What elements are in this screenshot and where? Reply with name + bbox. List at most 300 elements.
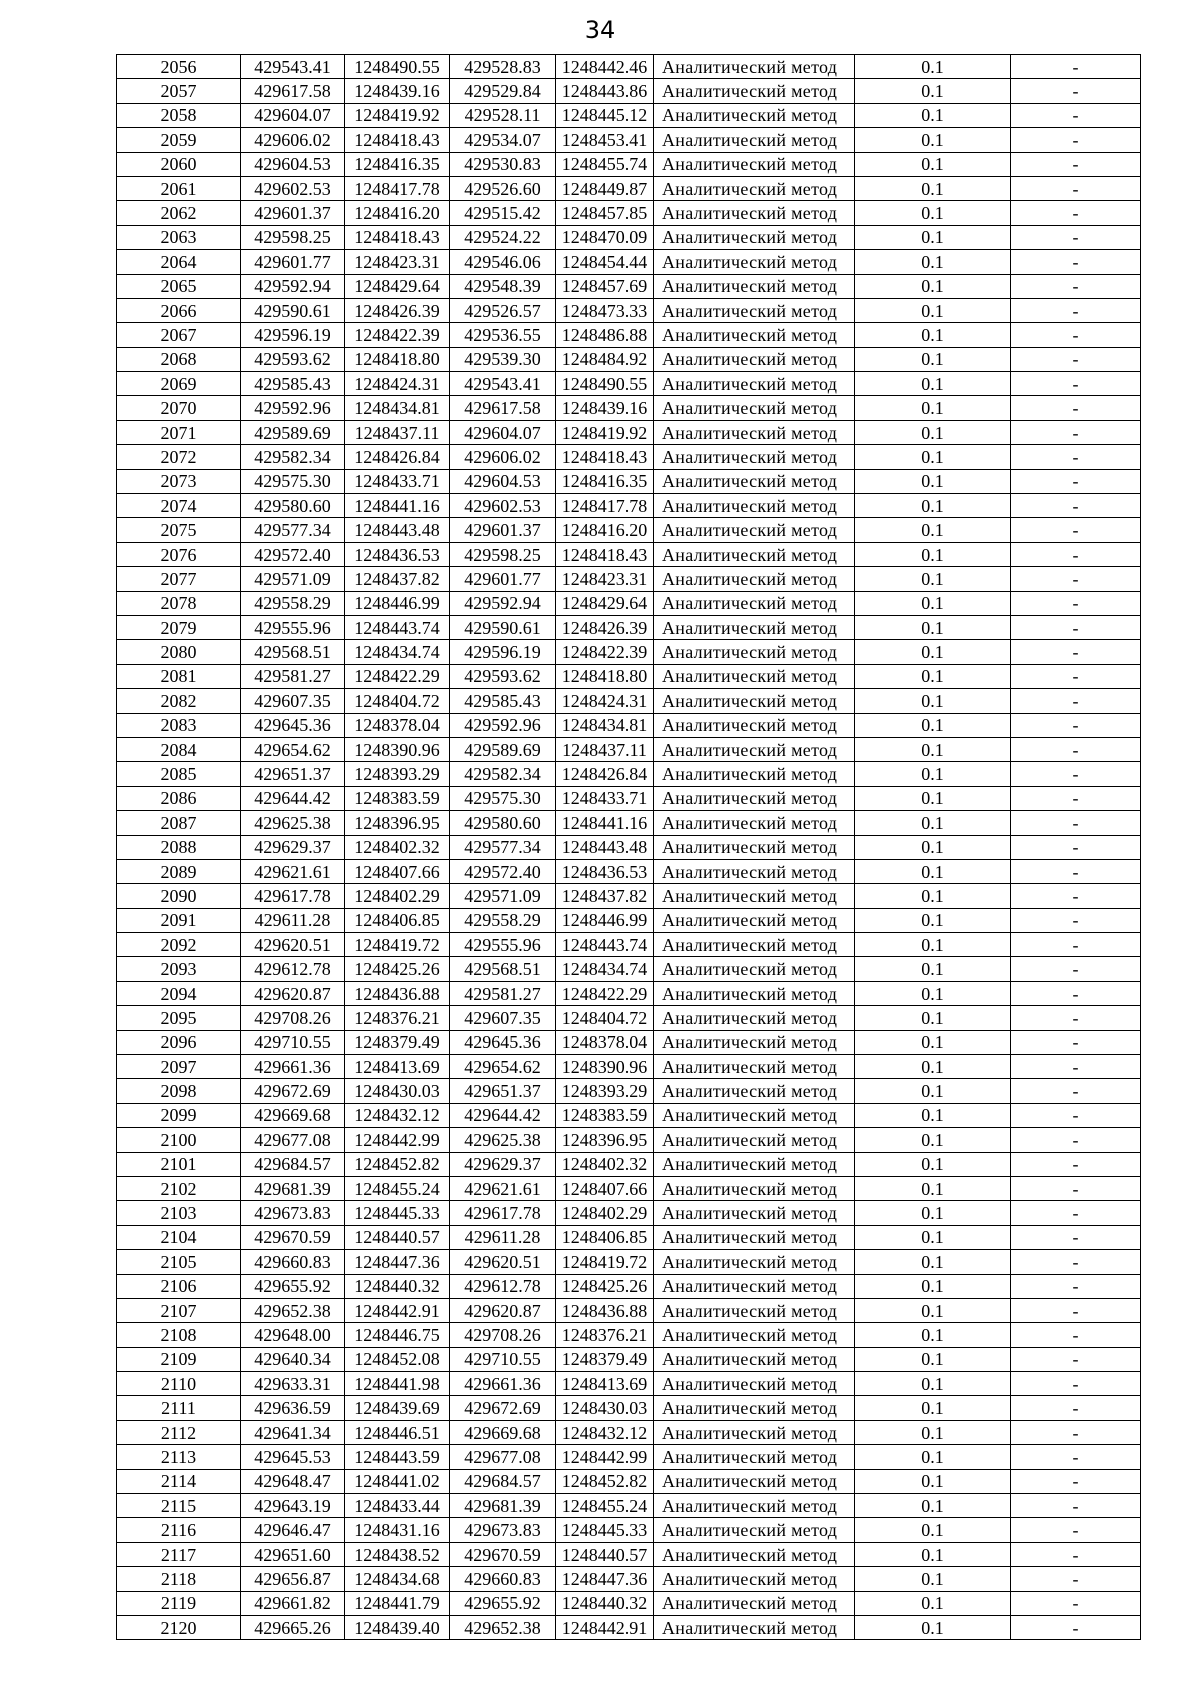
- y2-cell: 1248424.31: [556, 689, 654, 713]
- method-cell: Аналитический метод: [654, 591, 855, 615]
- method-cell: Аналитический метод: [654, 908, 855, 932]
- point-number-cell: 2108: [117, 1323, 241, 1347]
- table-row: [117, 1616, 1141, 1640]
- point-number-cell: 2081: [117, 664, 241, 688]
- x1-cell: 429558.29: [241, 591, 345, 615]
- y1-cell: 1248429.64: [345, 274, 450, 298]
- method-cell: Аналитический метод: [654, 176, 855, 200]
- x1-cell: 429673.83: [241, 1201, 345, 1225]
- table-row: [117, 1518, 1141, 1542]
- point-number-cell: 2094: [117, 981, 241, 1005]
- accuracy-cell: 0.1: [855, 128, 1011, 152]
- x1-cell: 429581.27: [241, 664, 345, 688]
- point-number-cell: 2060: [117, 152, 241, 176]
- y1-cell: 1248407.66: [345, 859, 450, 883]
- note-cell: -: [1011, 933, 1141, 957]
- table-row: [117, 567, 1141, 591]
- y2-cell: 1248440.57: [556, 1542, 654, 1566]
- method-cell: Аналитический метод: [654, 396, 855, 420]
- accuracy-cell: 0.1: [855, 1079, 1011, 1103]
- x1-cell: 429585.43: [241, 372, 345, 396]
- y2-cell: 1248437.82: [556, 884, 654, 908]
- accuracy-cell: 0.1: [855, 1518, 1011, 1542]
- method-cell: Аналитический метод: [654, 1006, 855, 1030]
- note-cell: -: [1011, 1347, 1141, 1371]
- table-row: [117, 1542, 1141, 1566]
- x1-cell: 429655.92: [241, 1274, 345, 1298]
- x2-cell: 429601.37: [450, 518, 556, 542]
- y2-cell: 1248443.48: [556, 835, 654, 859]
- y2-cell: 1248417.78: [556, 494, 654, 518]
- method-cell: Аналитический метод: [654, 1128, 855, 1152]
- y1-cell: 1248422.39: [345, 323, 450, 347]
- point-number-cell: 2101: [117, 1152, 241, 1176]
- table-row: [117, 445, 1141, 469]
- note-cell: -: [1011, 591, 1141, 615]
- x2-cell: 429710.55: [450, 1347, 556, 1371]
- x1-cell: 429620.87: [241, 981, 345, 1005]
- accuracy-cell: 0.1: [855, 494, 1011, 518]
- method-cell: Аналитический метод: [654, 933, 855, 957]
- note-cell: -: [1011, 737, 1141, 761]
- method-cell: Аналитический метод: [654, 1323, 855, 1347]
- point-number-cell: 2068: [117, 347, 241, 371]
- x2-cell: 429534.07: [450, 128, 556, 152]
- y2-cell: 1248445.33: [556, 1518, 654, 1542]
- note-cell: -: [1011, 1469, 1141, 1493]
- y2-cell: 1248383.59: [556, 1103, 654, 1127]
- method-cell: Аналитический метод: [654, 323, 855, 347]
- method-cell: Аналитический метод: [654, 1591, 855, 1615]
- method-cell: Аналитический метод: [654, 103, 855, 127]
- point-number-cell: 2083: [117, 713, 241, 737]
- y2-cell: 1248376.21: [556, 1323, 654, 1347]
- x2-cell: 429546.06: [450, 250, 556, 274]
- accuracy-cell: 0.1: [855, 1469, 1011, 1493]
- accuracy-cell: 0.1: [855, 1420, 1011, 1444]
- y1-cell: 1248419.72: [345, 933, 450, 957]
- point-number-cell: 2110: [117, 1372, 241, 1396]
- x1-cell: 429571.09: [241, 567, 345, 591]
- y1-cell: 1248439.16: [345, 79, 450, 103]
- y2-cell: 1248433.71: [556, 786, 654, 810]
- point-number-cell: 2102: [117, 1176, 241, 1200]
- table-row: [117, 1128, 1141, 1152]
- y1-cell: 1248440.57: [345, 1225, 450, 1249]
- method-cell: Аналитический метод: [654, 1420, 855, 1444]
- accuracy-cell: 0.1: [855, 1591, 1011, 1615]
- x2-cell: 429625.38: [450, 1128, 556, 1152]
- point-number-cell: 2113: [117, 1445, 241, 1469]
- x1-cell: 429577.34: [241, 518, 345, 542]
- y1-cell: 1248438.52: [345, 1542, 450, 1566]
- note-cell: -: [1011, 835, 1141, 859]
- accuracy-cell: 0.1: [855, 372, 1011, 396]
- y2-cell: 1248452.82: [556, 1469, 654, 1493]
- y2-cell: 1248416.35: [556, 469, 654, 493]
- y2-cell: 1248436.88: [556, 1298, 654, 1322]
- method-cell: Аналитический метод: [654, 518, 855, 542]
- x2-cell: 429607.35: [450, 1006, 556, 1030]
- x2-cell: 429548.39: [450, 274, 556, 298]
- y1-cell: 1248413.69: [345, 1055, 450, 1079]
- accuracy-cell: 0.1: [855, 981, 1011, 1005]
- x2-cell: 429596.19: [450, 640, 556, 664]
- method-cell: Аналитический метод: [654, 762, 855, 786]
- accuracy-cell: 0.1: [855, 1055, 1011, 1079]
- table-row: [117, 1225, 1141, 1249]
- y2-cell: 1248449.87: [556, 176, 654, 200]
- note-cell: -: [1011, 396, 1141, 420]
- note-cell: -: [1011, 567, 1141, 591]
- y1-cell: 1248441.02: [345, 1469, 450, 1493]
- table-row: [117, 1030, 1141, 1054]
- x1-cell: 429651.60: [241, 1542, 345, 1566]
- note-cell: -: [1011, 201, 1141, 225]
- x1-cell: 429633.31: [241, 1372, 345, 1396]
- accuracy-cell: 0.1: [855, 176, 1011, 200]
- x2-cell: 429601.77: [450, 567, 556, 591]
- table-body: [117, 55, 1141, 1640]
- x1-cell: 429645.36: [241, 713, 345, 737]
- accuracy-cell: 0.1: [855, 1201, 1011, 1225]
- y1-cell: 1248378.04: [345, 713, 450, 737]
- x1-cell: 429604.53: [241, 152, 345, 176]
- table-row: [117, 591, 1141, 615]
- note-cell: -: [1011, 542, 1141, 566]
- table-row: [117, 762, 1141, 786]
- point-number-cell: 2075: [117, 518, 241, 542]
- note-cell: -: [1011, 884, 1141, 908]
- y1-cell: 1248446.51: [345, 1420, 450, 1444]
- point-number-cell: 2072: [117, 445, 241, 469]
- y1-cell: 1248443.74: [345, 615, 450, 639]
- note-cell: -: [1011, 323, 1141, 347]
- y1-cell: 1248418.43: [345, 128, 450, 152]
- y1-cell: 1248437.11: [345, 420, 450, 444]
- table-row: [117, 1396, 1141, 1420]
- note-cell: -: [1011, 1396, 1141, 1420]
- y1-cell: 1248417.78: [345, 176, 450, 200]
- x1-cell: 429654.62: [241, 737, 345, 761]
- y1-cell: 1248419.92: [345, 103, 450, 127]
- accuracy-cell: 0.1: [855, 542, 1011, 566]
- x2-cell: 429604.07: [450, 420, 556, 444]
- y1-cell: 1248441.79: [345, 1591, 450, 1615]
- table-row: [117, 786, 1141, 810]
- method-cell: Аналитический метод: [654, 1494, 855, 1518]
- y1-cell: 1248426.84: [345, 445, 450, 469]
- y2-cell: 1248419.72: [556, 1250, 654, 1274]
- x2-cell: 429580.60: [450, 811, 556, 835]
- note-cell: -: [1011, 1201, 1141, 1225]
- x2-cell: 429708.26: [450, 1323, 556, 1347]
- note-cell: -: [1011, 908, 1141, 932]
- note-cell: -: [1011, 494, 1141, 518]
- y2-cell: 1248418.80: [556, 664, 654, 688]
- method-cell: Аналитический метод: [654, 1347, 855, 1371]
- y2-cell: 1248440.32: [556, 1591, 654, 1615]
- point-number-cell: 2074: [117, 494, 241, 518]
- table-row: [117, 1079, 1141, 1103]
- method-cell: Аналитический метод: [654, 640, 855, 664]
- point-number-cell: 2099: [117, 1103, 241, 1127]
- table-row: [117, 689, 1141, 713]
- y2-cell: 1248404.72: [556, 1006, 654, 1030]
- x2-cell: 429528.11: [450, 103, 556, 127]
- point-number-cell: 2058: [117, 103, 241, 127]
- accuracy-cell: 0.1: [855, 957, 1011, 981]
- y1-cell: 1248418.43: [345, 225, 450, 249]
- method-cell: Аналитический метод: [654, 884, 855, 908]
- x2-cell: 429543.41: [450, 372, 556, 396]
- point-number-cell: 2082: [117, 689, 241, 713]
- point-number-cell: 2087: [117, 811, 241, 835]
- point-number-cell: 2078: [117, 591, 241, 615]
- x2-cell: 429677.08: [450, 1445, 556, 1469]
- x1-cell: 429672.69: [241, 1079, 345, 1103]
- x1-cell: 429612.78: [241, 957, 345, 981]
- method-cell: Аналитический метод: [654, 1567, 855, 1591]
- y1-cell: 1248404.72: [345, 689, 450, 713]
- x1-cell: 429589.69: [241, 420, 345, 444]
- x2-cell: 429673.83: [450, 1518, 556, 1542]
- x1-cell: 429636.59: [241, 1396, 345, 1420]
- x2-cell: 429660.83: [450, 1567, 556, 1591]
- y2-cell: 1248457.69: [556, 274, 654, 298]
- accuracy-cell: 0.1: [855, 664, 1011, 688]
- y2-cell: 1248486.88: [556, 323, 654, 347]
- point-number-cell: 2100: [117, 1128, 241, 1152]
- note-cell: -: [1011, 1055, 1141, 1079]
- point-number-cell: 2092: [117, 933, 241, 957]
- accuracy-cell: 0.1: [855, 859, 1011, 883]
- method-cell: Аналитический метод: [654, 1298, 855, 1322]
- method-cell: Аналитический метод: [654, 445, 855, 469]
- y1-cell: 1248383.59: [345, 786, 450, 810]
- method-cell: Аналитический метод: [654, 128, 855, 152]
- table-row: [117, 469, 1141, 493]
- y1-cell: 1248436.53: [345, 542, 450, 566]
- table-row: [117, 1591, 1141, 1615]
- table-row: [117, 981, 1141, 1005]
- table-row: [117, 518, 1141, 542]
- table-row: [117, 323, 1141, 347]
- x1-cell: 429590.61: [241, 298, 345, 322]
- y2-cell: 1248473.33: [556, 298, 654, 322]
- point-number-cell: 2073: [117, 469, 241, 493]
- y2-cell: 1248425.26: [556, 1274, 654, 1298]
- x1-cell: 429582.34: [241, 445, 345, 469]
- x1-cell: 429593.62: [241, 347, 345, 371]
- x2-cell: 429515.42: [450, 201, 556, 225]
- x1-cell: 429621.61: [241, 859, 345, 883]
- note-cell: -: [1011, 1152, 1141, 1176]
- method-cell: Аналитический метод: [654, 615, 855, 639]
- note-cell: -: [1011, 250, 1141, 274]
- y1-cell: 1248443.59: [345, 1445, 450, 1469]
- y2-cell: 1248457.85: [556, 201, 654, 225]
- y1-cell: 1248437.82: [345, 567, 450, 591]
- y1-cell: 1248446.99: [345, 591, 450, 615]
- y1-cell: 1248390.96: [345, 737, 450, 761]
- accuracy-cell: 0.1: [855, 225, 1011, 249]
- method-cell: Аналитический метод: [654, 811, 855, 835]
- x2-cell: 429661.36: [450, 1372, 556, 1396]
- x2-cell: 429620.51: [450, 1250, 556, 1274]
- point-number-cell: 2111: [117, 1396, 241, 1420]
- x2-cell: 429590.61: [450, 615, 556, 639]
- table-row: [117, 152, 1141, 176]
- point-number-cell: 2062: [117, 201, 241, 225]
- table-row: [117, 1323, 1141, 1347]
- x1-cell: 429598.25: [241, 225, 345, 249]
- table-row: [117, 396, 1141, 420]
- note-cell: -: [1011, 1274, 1141, 1298]
- y1-cell: 1248445.33: [345, 1201, 450, 1225]
- x1-cell: 429617.78: [241, 884, 345, 908]
- point-number-cell: 2057: [117, 79, 241, 103]
- y2-cell: 1248470.09: [556, 225, 654, 249]
- y2-cell: 1248422.39: [556, 640, 654, 664]
- note-cell: -: [1011, 811, 1141, 835]
- x2-cell: 429644.42: [450, 1103, 556, 1127]
- method-cell: Аналитический метод: [654, 957, 855, 981]
- note-cell: -: [1011, 1006, 1141, 1030]
- x2-cell: 429669.68: [450, 1420, 556, 1444]
- y2-cell: 1248454.44: [556, 250, 654, 274]
- accuracy-cell: 0.1: [855, 1567, 1011, 1591]
- point-number-cell: 2091: [117, 908, 241, 932]
- x2-cell: 429528.83: [450, 55, 556, 79]
- table-row: [117, 835, 1141, 859]
- method-cell: Аналитический метод: [654, 1152, 855, 1176]
- table-row: [117, 640, 1141, 664]
- method-cell: Аналитический метод: [654, 1176, 855, 1200]
- y2-cell: 1248406.85: [556, 1225, 654, 1249]
- note-cell: -: [1011, 55, 1141, 79]
- table-row: [117, 1567, 1141, 1591]
- x2-cell: 429524.22: [450, 225, 556, 249]
- table-row: [117, 103, 1141, 127]
- note-cell: -: [1011, 1030, 1141, 1054]
- x2-cell: 429581.27: [450, 981, 556, 1005]
- accuracy-cell: 0.1: [855, 1347, 1011, 1371]
- table-row: [117, 884, 1141, 908]
- point-number-cell: 2064: [117, 250, 241, 274]
- x1-cell: 429580.60: [241, 494, 345, 518]
- note-cell: -: [1011, 1225, 1141, 1249]
- method-cell: Аналитический метод: [654, 567, 855, 591]
- note-cell: -: [1011, 1542, 1141, 1566]
- accuracy-cell: 0.1: [855, 1372, 1011, 1396]
- y1-cell: 1248430.03: [345, 1079, 450, 1103]
- x1-cell: 429646.47: [241, 1518, 345, 1542]
- accuracy-cell: 0.1: [855, 250, 1011, 274]
- accuracy-cell: 0.1: [855, 445, 1011, 469]
- accuracy-cell: 0.1: [855, 201, 1011, 225]
- note-cell: -: [1011, 1567, 1141, 1591]
- y2-cell: 1248455.24: [556, 1494, 654, 1518]
- accuracy-cell: 0.1: [855, 1616, 1011, 1640]
- method-cell: Аналитический метод: [654, 1445, 855, 1469]
- note-cell: -: [1011, 615, 1141, 639]
- y2-cell: 1248430.03: [556, 1396, 654, 1420]
- table-row: [117, 274, 1141, 298]
- x2-cell: 429529.84: [450, 79, 556, 103]
- x2-cell: 429575.30: [450, 786, 556, 810]
- x2-cell: 429589.69: [450, 737, 556, 761]
- note-cell: -: [1011, 1298, 1141, 1322]
- note-cell: -: [1011, 420, 1141, 444]
- note-cell: -: [1011, 1518, 1141, 1542]
- accuracy-cell: 0.1: [855, 347, 1011, 371]
- table-row: [117, 176, 1141, 200]
- y1-cell: 1248376.21: [345, 1006, 450, 1030]
- table-row: [117, 933, 1141, 957]
- y2-cell: 1248432.12: [556, 1420, 654, 1444]
- y2-cell: 1248437.11: [556, 737, 654, 761]
- point-number-cell: 2084: [117, 737, 241, 761]
- accuracy-cell: 0.1: [855, 933, 1011, 957]
- table-row: [117, 737, 1141, 761]
- method-cell: Аналитический метод: [654, 250, 855, 274]
- y2-cell: 1248484.92: [556, 347, 654, 371]
- note-cell: -: [1011, 128, 1141, 152]
- y2-cell: 1248434.74: [556, 957, 654, 981]
- x2-cell: 429577.34: [450, 835, 556, 859]
- note-cell: -: [1011, 689, 1141, 713]
- x1-cell: 429643.19: [241, 1494, 345, 1518]
- point-number-cell: 2098: [117, 1079, 241, 1103]
- x1-cell: 429607.35: [241, 689, 345, 713]
- note-cell: -: [1011, 1128, 1141, 1152]
- point-number-cell: 2109: [117, 1347, 241, 1371]
- point-number-cell: 2085: [117, 762, 241, 786]
- x1-cell: 429602.53: [241, 176, 345, 200]
- x2-cell: 429568.51: [450, 957, 556, 981]
- x1-cell: 429606.02: [241, 128, 345, 152]
- y1-cell: 1248443.48: [345, 518, 450, 542]
- accuracy-cell: 0.1: [855, 396, 1011, 420]
- y1-cell: 1248418.80: [345, 347, 450, 371]
- method-cell: Аналитический метод: [654, 1518, 855, 1542]
- accuracy-cell: 0.1: [855, 908, 1011, 932]
- table-row: [117, 79, 1141, 103]
- accuracy-cell: 0.1: [855, 1128, 1011, 1152]
- method-cell: Аналитический метод: [654, 737, 855, 761]
- accuracy-cell: 0.1: [855, 567, 1011, 591]
- x2-cell: 429558.29: [450, 908, 556, 932]
- x2-cell: 429620.87: [450, 1298, 556, 1322]
- method-cell: Аналитический метод: [654, 201, 855, 225]
- y2-cell: 1248436.53: [556, 859, 654, 883]
- method-cell: Аналитический метод: [654, 1030, 855, 1054]
- accuracy-cell: 0.1: [855, 1152, 1011, 1176]
- x2-cell: 429598.25: [450, 542, 556, 566]
- table-row: [117, 1176, 1141, 1200]
- note-cell: -: [1011, 664, 1141, 688]
- point-number-cell: 2117: [117, 1542, 241, 1566]
- y2-cell: 1248439.16: [556, 396, 654, 420]
- x1-cell: 429572.40: [241, 542, 345, 566]
- y1-cell: 1248439.40: [345, 1616, 450, 1640]
- point-number-cell: 2104: [117, 1225, 241, 1249]
- method-cell: Аналитический метод: [654, 835, 855, 859]
- table-row: [117, 1201, 1141, 1225]
- x1-cell: 429592.96: [241, 396, 345, 420]
- y1-cell: 1248422.29: [345, 664, 450, 688]
